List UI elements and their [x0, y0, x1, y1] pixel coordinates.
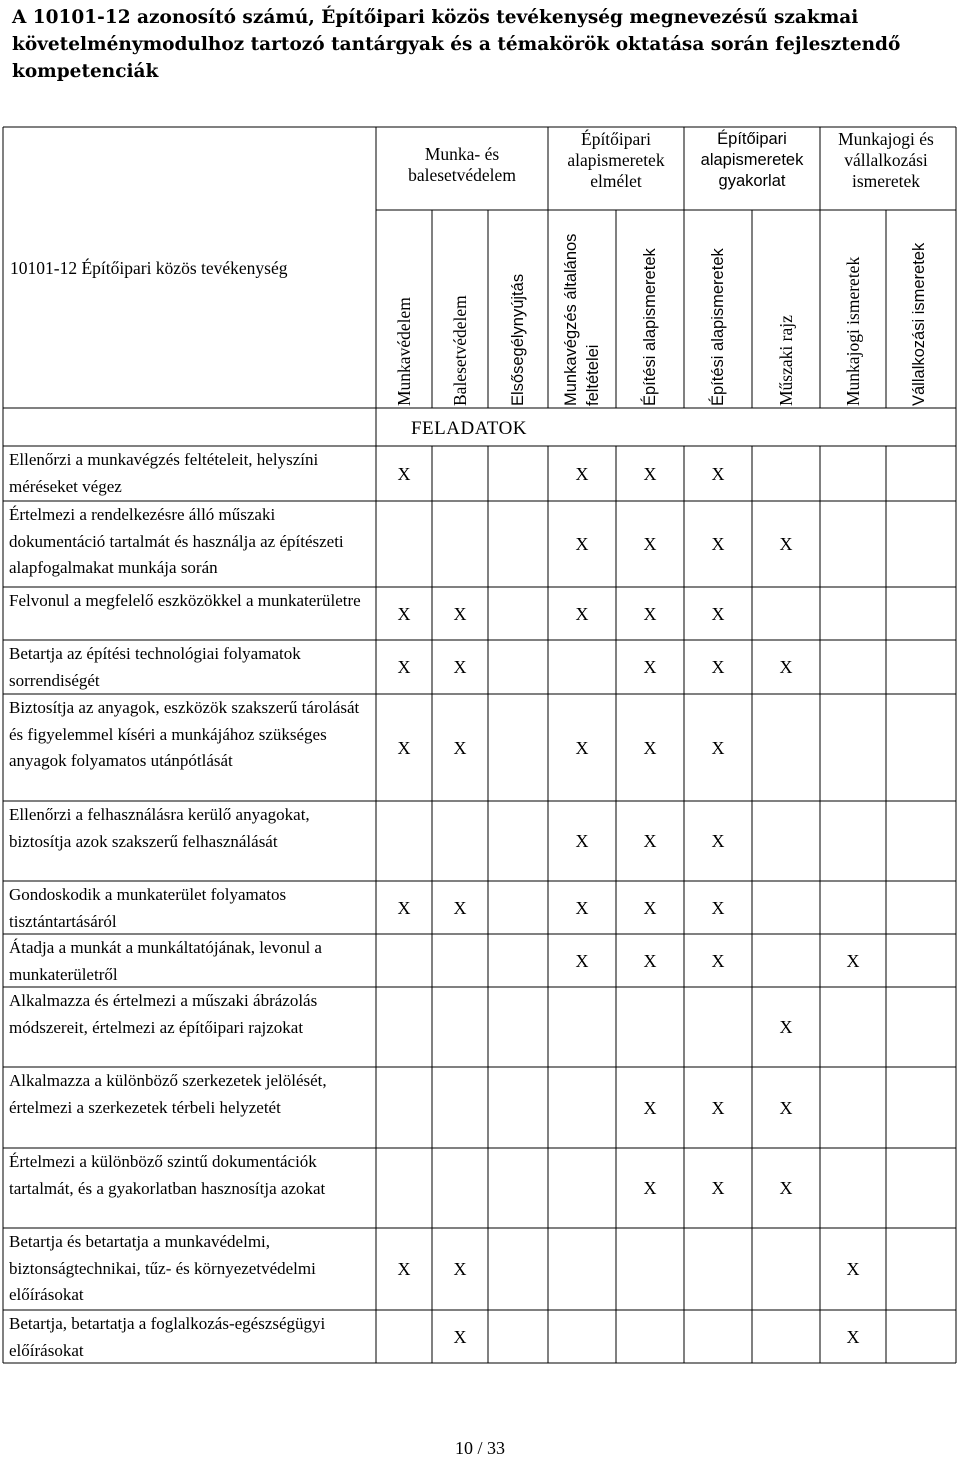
task-mark: X — [643, 534, 657, 554]
task-mark: X — [643, 603, 657, 624]
column-header: Vállalkozási ismeretek — [910, 242, 928, 406]
task-mark: X — [711, 737, 725, 758]
task-mark: X — [779, 534, 793, 554]
task-mark: X — [575, 603, 589, 624]
task-mark: X — [575, 534, 589, 554]
column-header: Építési alapismeretek — [641, 248, 659, 406]
task-mark: X — [711, 657, 725, 677]
page-number: 10 / 33 — [454, 1438, 505, 1458]
task-mark: X — [575, 463, 589, 484]
task-mark: X — [453, 657, 467, 677]
task-mark: X — [711, 950, 725, 971]
task-mark: X — [643, 463, 657, 484]
column-header: Munkavégzés általános feltételei — [562, 233, 602, 406]
task-mark: X — [453, 737, 467, 758]
task-label: Ellenőrzi a felhasználásra kerülő anyagokat, biztosítja azok szakszerű felhasználását — [9, 805, 310, 851]
group-header: Építőipari alapismeretek elmélet — [567, 129, 665, 191]
column-header: Építési alapismeretek — [709, 248, 727, 406]
task-label: Gondoskodik a munkaterület folyamatos tisztántartásáról — [9, 885, 287, 931]
column-header: Műszaki rajz — [776, 315, 796, 406]
task-mark: X — [846, 1259, 860, 1279]
task-mark: X — [453, 1259, 467, 1279]
column-header: Munkajogi ismeretek — [843, 256, 863, 406]
task-mark: X — [643, 831, 657, 851]
task-label: Értelmezi a különböző szintű dokumentációk tartalmát, és a gyakorlatban hasznosítja azokat — [9, 1152, 326, 1198]
task-mark: X — [711, 1097, 725, 1118]
task-label: Betartja, betartatja a foglalkozás-egészségügyi előírásokat — [9, 1314, 326, 1360]
task-mark: X — [397, 897, 411, 918]
task-label: Ellenőrzi a munkavégzés feltételeit, helyszíni méréseket végez — [9, 450, 319, 496]
task-mark: X — [453, 1326, 467, 1347]
task-label: Alkalmazza a különböző szerkezetek jelölését, értelmezi a szerkezetek térbeli helyzetét — [9, 1071, 327, 1117]
task-label: Betartja és betartatja a munkavédelmi, biztonságtechnikai, tűz- és környezetvédelmi előírásokat — [9, 1232, 316, 1304]
task-mark: X — [397, 463, 411, 484]
task-mark: X — [643, 657, 657, 677]
task-mark: X — [453, 897, 467, 918]
task-mark: X — [643, 897, 657, 918]
task-mark: X — [643, 737, 657, 758]
task-mark: X — [453, 603, 467, 624]
task-mark: X — [779, 1178, 793, 1198]
task-mark: X — [643, 1178, 657, 1198]
task-mark: X — [575, 831, 589, 851]
task-label: Felvonul a megfelelő eszközökkel a munkaterületre — [9, 591, 361, 610]
task-mark: X — [779, 1017, 793, 1037]
column-header: Balesetvédelem — [450, 295, 470, 406]
task-label: Értelmezi a rendelkezésre álló műszaki dokumentáció tartalmát és használja az építészeti alapfogalmakat munkája során — [9, 505, 344, 577]
task-mark: X — [397, 1259, 411, 1279]
task-mark: X — [643, 1097, 657, 1118]
task-mark: X — [846, 950, 860, 971]
column-header: Elsősegélynyújtás — [509, 273, 527, 406]
group-header: Építőipari alapismeretek gyakorlat — [700, 130, 804, 190]
task-label: Átadja a munkát a munkáltatójának, levonul a munkaterületről — [9, 938, 322, 984]
task-mark: X — [711, 1178, 725, 1198]
page-title: A 10101-12 azonosító számú, Építőipari közös tevékenység megnevezésű szakmai követelménymodulhoz tartozó tantárgyak és a témakörök oktatása során fejlesztendő kompetenciák — [12, 7, 901, 82]
task-mark: X — [575, 737, 589, 758]
task-mark: X — [711, 831, 725, 851]
group-header: Munkajogi és vállalkozási ismeretek — [838, 129, 934, 191]
task-mark: X — [575, 897, 589, 918]
task-mark: X — [711, 897, 725, 918]
task-mark: X — [711, 534, 725, 554]
task-mark: X — [397, 737, 411, 758]
module-label: 10101-12 Építőipari közös tevékenység — [10, 258, 288, 278]
task-mark: X — [711, 603, 725, 624]
task-label: Betartja az építési technológiai folyamatok sorrendiségét — [9, 644, 301, 690]
tasks-label: FELADATOK — [410, 418, 528, 439]
column-header: Munkavédelem — [394, 297, 414, 406]
task-mark: X — [779, 1097, 793, 1118]
task-mark: X — [575, 950, 589, 971]
task-mark: X — [397, 657, 411, 677]
task-mark: X — [711, 463, 725, 484]
task-mark: X — [643, 950, 657, 971]
task-label: Biztosítja az anyagok, eszközök szakszerű tárolását és figyelemmel kíséri a munkájához szükséges anyagok folyamatos utánpótlását — [9, 698, 360, 770]
task-label: Alkalmazza és értelmezi a műszaki ábrázolás módszereit, értelmezi az építőipari rajzokat — [9, 991, 318, 1037]
task-mark: X — [779, 657, 793, 677]
task-mark: X — [397, 603, 411, 624]
task-mark: X — [846, 1326, 860, 1347]
group-header: Munka- és balesetvédelem — [408, 144, 516, 185]
